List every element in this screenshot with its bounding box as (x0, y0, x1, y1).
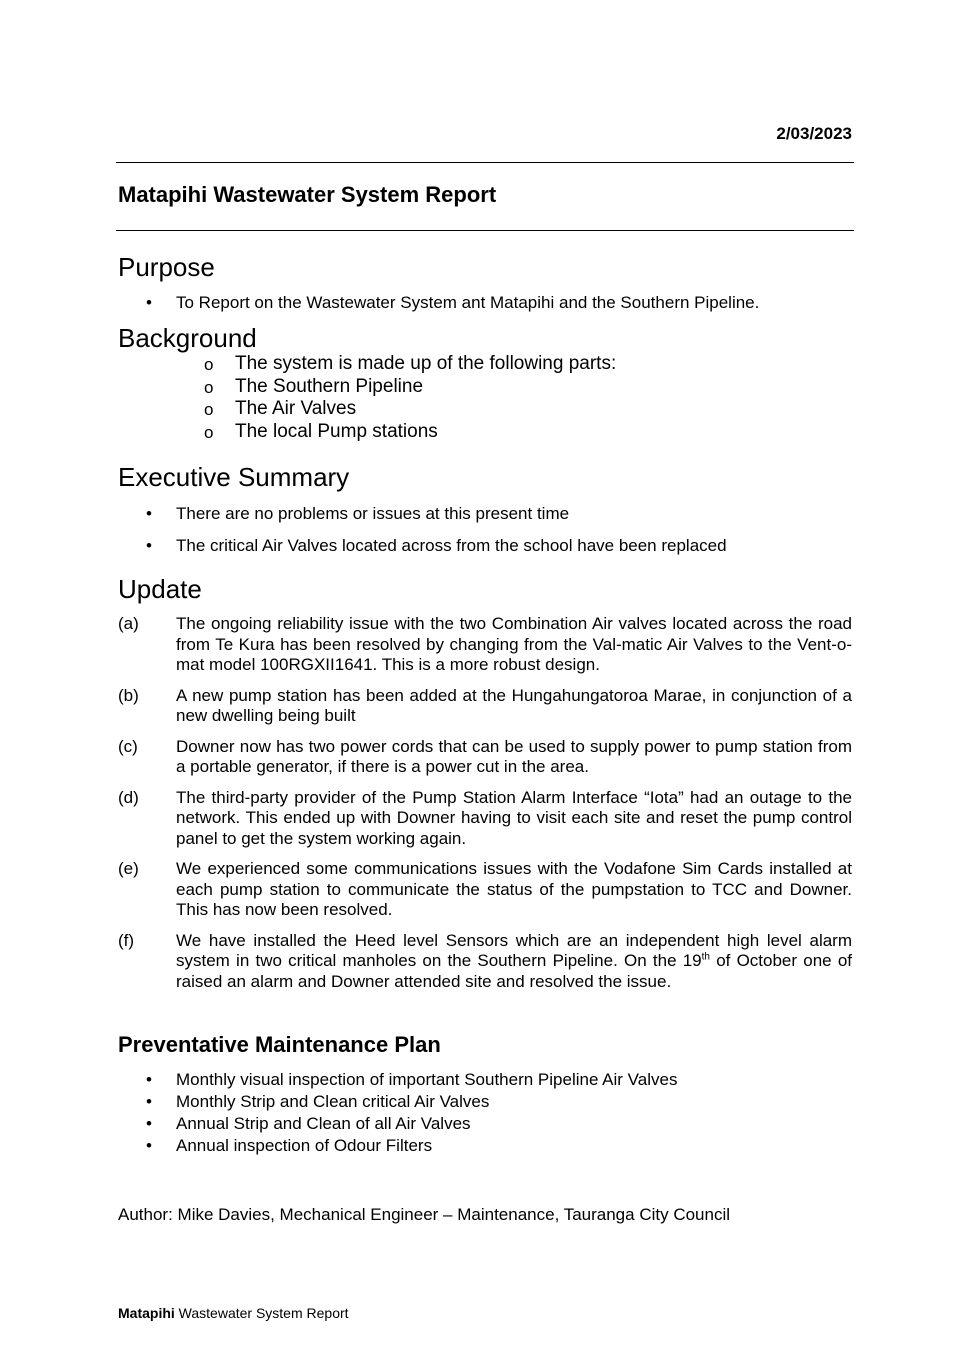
report-date: 2/03/2023 (776, 124, 852, 143)
footer-rest: Wastewater System Report (174, 1305, 349, 1321)
bullet-icon: • (146, 1092, 152, 1111)
list-item: • Monthly Strip and Clean critical Air Valves (146, 1092, 490, 1111)
page-footer (118, 1305, 349, 1321)
list-item: • The critical Air Valves located across from the school have been replaced (146, 536, 727, 555)
item-label: (b) (118, 685, 139, 705)
maintenance-heading: Preventative Maintenance Plan (118, 1032, 441, 1057)
list-item: o The local Pump stations (204, 421, 616, 444)
footer-bold: Matapihi (118, 1305, 175, 1321)
purpose-heading: Purpose (118, 252, 215, 282)
update-heading: Update (118, 574, 202, 604)
circle-bullet-icon: o (204, 377, 214, 397)
author-line: Author: Mike Davies, Mechanical Engineer – Maintenance, Tauranga City Council (118, 1205, 731, 1224)
list-item: • To Report on the Wastewater System ant Matapihi and the Southern Pipeline. (146, 293, 760, 312)
list-item: (a) The ongoing reliability issue with the two Combination Air valves located across the road from Te Kura has been resolved by changing from the Val-matic Air Valves to the Vent-o-mat model 100RGXII1641. This is a more robust design. (118, 614, 852, 674)
bullet-icon: • (146, 536, 152, 555)
item-label: (d) (118, 787, 139, 807)
header-rule-top (116, 162, 854, 163)
item-label: (f) (118, 930, 135, 950)
list-item: (e) We experienced some communications issues with the Vodafone Sim Cards installed at each pump station to communicate the status of the pumpstation to TCC and Downer. This has now been resolved. (118, 859, 852, 919)
list-item: o The Southern Pipeline (204, 376, 616, 399)
report-title: Matapihi Wastewater System Report (118, 182, 497, 207)
list-item: (c) Downer now has two power cords that can be used to supply power to pump station from a portable generator, if there is a power cut in the area. (118, 736, 852, 776)
bullet-icon: • (146, 1136, 152, 1155)
item-label: (a) (118, 614, 139, 633)
circle-bullet-icon: o (204, 355, 214, 374)
bullet-icon: • (146, 504, 152, 523)
purpose-list (118, 292, 858, 314)
header-rule-bottom (116, 230, 854, 231)
background-list (204, 353, 616, 443)
list-item: • There are no problems or issues at this present time (146, 504, 570, 523)
bullet-icon: • (146, 1070, 152, 1089)
maintenance-list (118, 1069, 858, 1157)
list-item: (d) The third-party provider of the Pump Station Alarm Interface “Iota” had an outage to the network. This ended up with Downer having to visit each site and reset the pump control panel to get the system working again. (118, 787, 852, 848)
list-item: o The Air Valves (204, 398, 616, 421)
list-item: • Monthly visual inspection of important Southern Pipeline Air Valves (146, 1070, 678, 1089)
list-item: (f) We have installed the Heed level Sensors which are an independent high level alarm system in two critical manholes on the Southern Pipeline. On the 19th of October one of raised an alarm and Downer attended site and resolved the issue. (118, 930, 852, 991)
item-label: (c) (118, 736, 138, 756)
executive-summary-heading: Executive Summary (118, 462, 350, 492)
circle-bullet-icon: o (204, 422, 214, 442)
list-item: o The system is made up of the following parts: (204, 353, 616, 376)
bullet-icon: • (146, 293, 152, 312)
update-list (118, 614, 852, 1002)
list-item: (b) A new pump station has been added at the Hungahungatoroa Marae, in conjunction of a new dwelling being built (118, 685, 852, 725)
bullet-icon: • (146, 1114, 152, 1133)
executive-summary-list (118, 503, 858, 557)
background-heading: Background (118, 323, 257, 353)
list-item: • Annual inspection of Odour Filters (146, 1136, 433, 1155)
list-item: • Annual Strip and Clean of all Air Valves (146, 1114, 471, 1133)
circle-bullet-icon: o (204, 400, 214, 419)
item-label: (e) (118, 859, 139, 878)
